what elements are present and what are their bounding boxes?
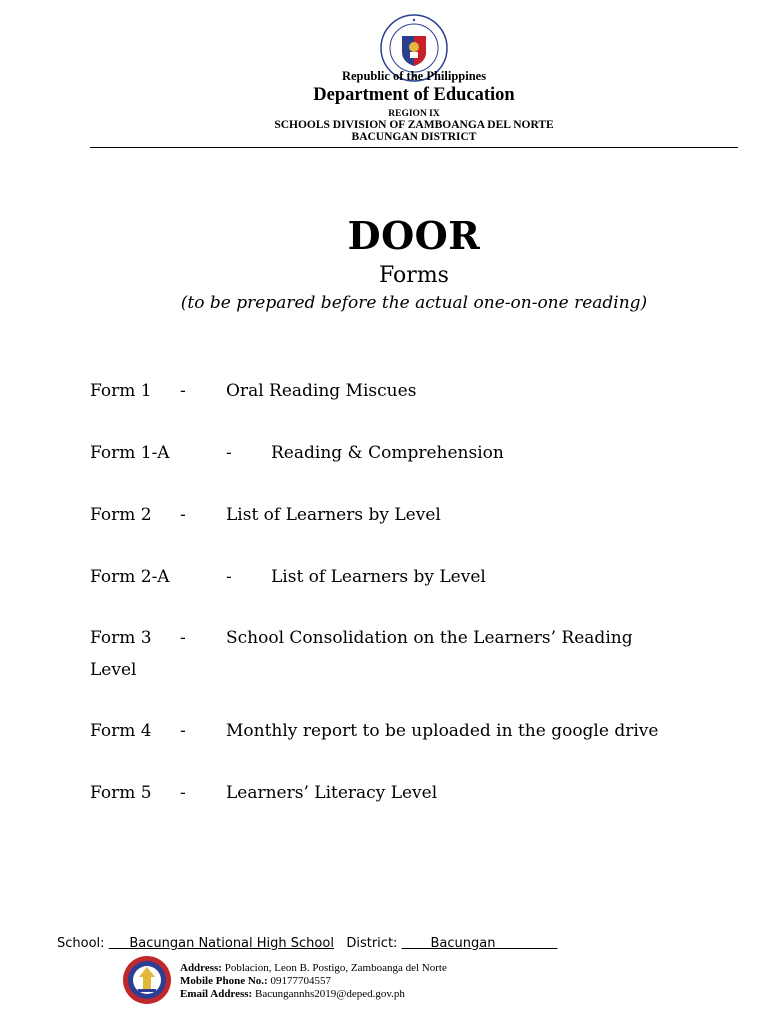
department-heading: Department of Education	[313, 85, 515, 105]
form-dash: -	[180, 783, 186, 803]
district-value: Bacungan	[430, 936, 496, 951]
form-description: Oral Reading Miscues	[226, 381, 417, 401]
form-description-continued: Level	[90, 660, 137, 680]
footer-email	[180, 988, 405, 1000]
form-description: Learners’ Literacy Level	[226, 783, 438, 803]
header-divider	[90, 147, 738, 148]
phone-value: 09177704557	[270, 975, 331, 987]
phone-label: Mobile Phone No.:	[180, 975, 268, 987]
footer-phone	[180, 975, 331, 987]
republic-heading: Republic of the Philippines	[341, 69, 487, 83]
form-description: Monthly report to be uploaded in the google drive	[226, 721, 659, 741]
preparation-note: (to be prepared before the actual one-on-one reading)	[180, 293, 648, 313]
form-label: Form 5	[90, 783, 152, 803]
school-logo	[122, 955, 172, 1005]
form-dash: -	[180, 381, 186, 401]
address-label: Address:	[180, 962, 222, 974]
document-title: DOOR	[347, 213, 481, 258]
form-dash: -	[226, 567, 232, 587]
form-dash: -	[180, 721, 186, 741]
form-label: Form 1	[90, 381, 152, 401]
region-heading: REGION IX	[388, 109, 440, 119]
email-value: Bacungannhs2019@deped.gov.ph	[254, 988, 405, 1000]
form-dash: -	[180, 628, 186, 648]
email-label: Email Address:	[180, 988, 253, 1000]
footer-address	[180, 962, 447, 974]
district-heading: BACUNGAN DISTRICT	[351, 131, 477, 143]
form-description: School Consolidation on the Learners’ Reading	[226, 628, 633, 648]
school-value: Bacungan National High School	[129, 936, 334, 951]
document-subtitle: Forms	[379, 263, 449, 288]
form-description: List of Learners by Level	[271, 567, 486, 587]
address-value: Poblacion, Leon B. Postigo, Zamboanga del Norte	[224, 962, 447, 974]
form-label: Form 4	[90, 721, 152, 741]
form-label: Form 2-A	[90, 567, 170, 587]
form-description: Reading & Comprehension	[271, 443, 504, 463]
form-label: Form 2	[90, 505, 152, 525]
form-label: Form 3	[90, 628, 152, 648]
school-label: School:	[57, 936, 105, 951]
division-heading: SCHOOLS DIVISION OF ZAMBOANGA DEL NORTE	[274, 119, 554, 131]
form-dash: -	[226, 443, 232, 463]
district-label: District:	[346, 936, 398, 951]
form-description: List of Learners by Level	[226, 505, 441, 525]
footer-school-line	[57, 936, 557, 951]
form-label: Form 1-A	[90, 443, 170, 463]
form-dash: -	[180, 505, 186, 525]
